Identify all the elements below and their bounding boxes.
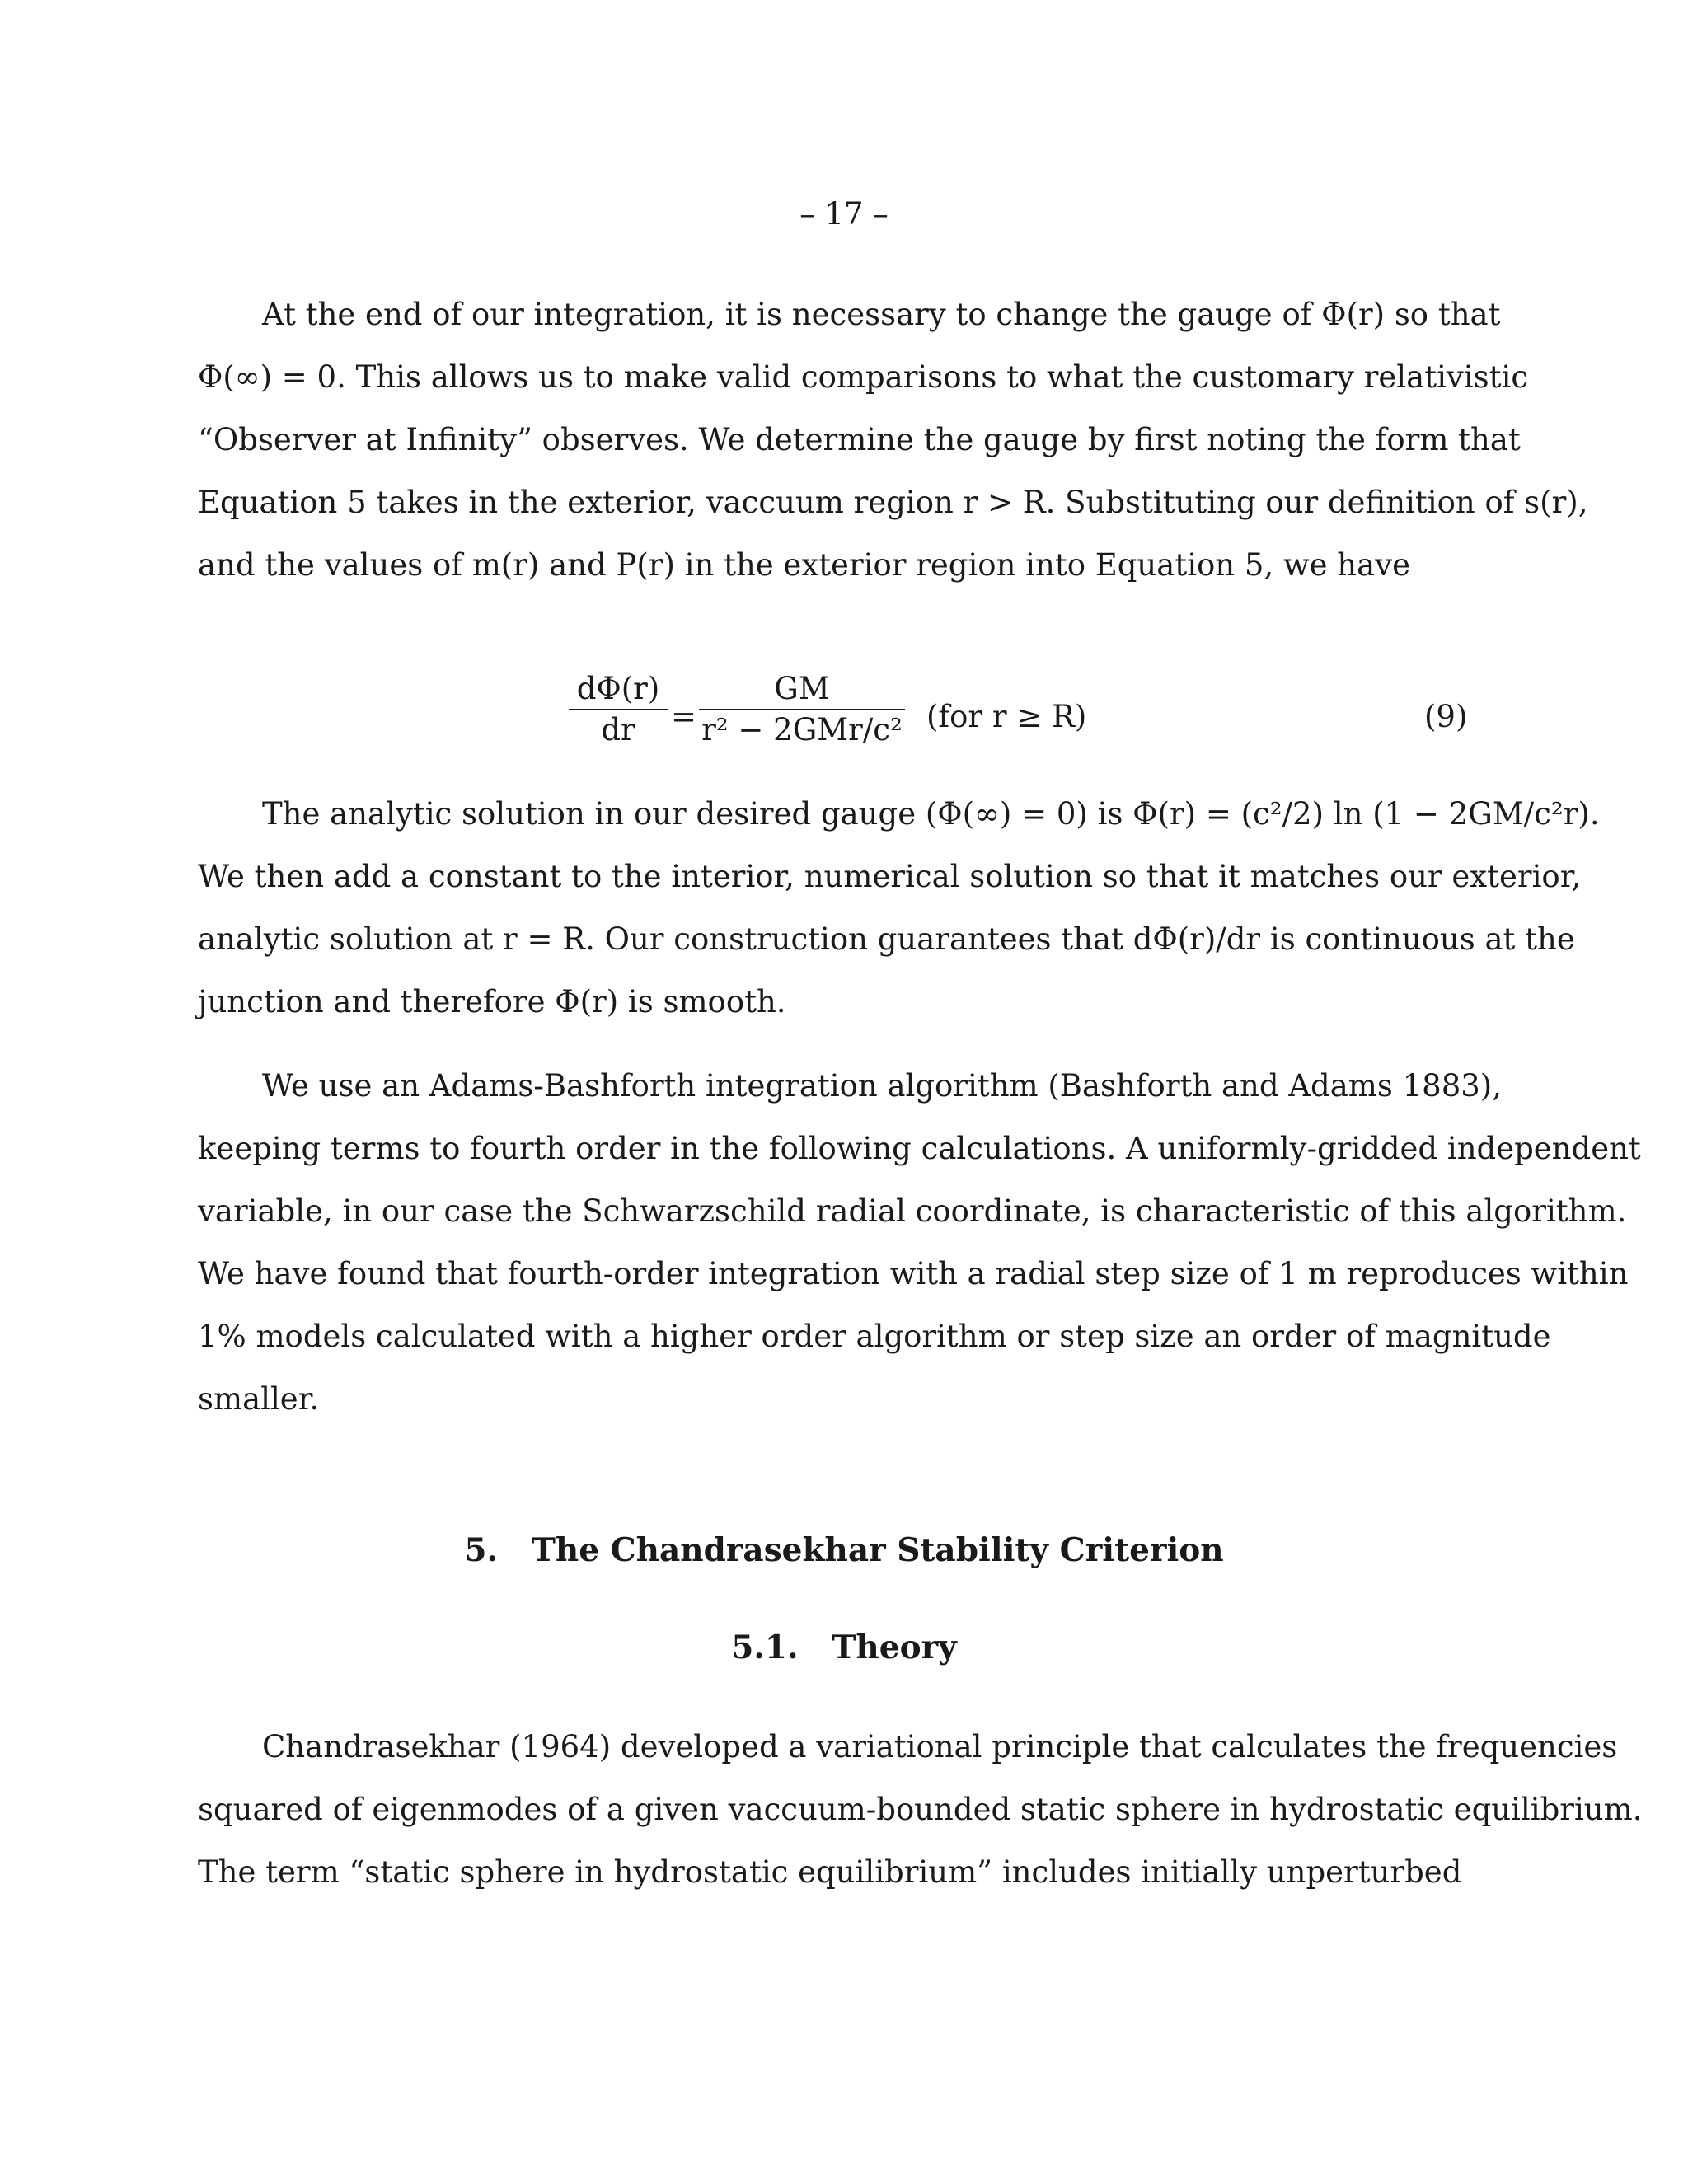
- text-line: variable, in our case the Schwarzschild radial coordinate, is characteristic of this algorithm.: [198, 1193, 1627, 1229]
- equation-condition: (for r ≥ R): [926, 699, 1087, 734]
- rhs-fraction: [699, 669, 905, 750]
- text-line: The term “static sphere in hydrostatic equilibrium” includes initially unperturbed: [198, 1854, 1462, 1890]
- text-line: analytic solution at r = R. Our construction guarantees that dΦ(r)/dr is continuous at the: [198, 921, 1575, 957]
- lhs-denominator: dr: [601, 712, 635, 748]
- text-line: At the end of our integration, it is necessary to change the gauge of Φ(r) so that: [262, 297, 1501, 332]
- subsection-number: 5.1.: [731, 1629, 799, 1666]
- equation-number: (9): [1424, 699, 1468, 734]
- equals-sign: =: [671, 699, 697, 734]
- lhs-numerator: dΦ(r): [576, 671, 660, 706]
- text-line: The analytic solution in our desired gauge (Φ(∞) = 0) is Φ(r) = (c²/2) ln (1 − 2GM/c²r).: [262, 796, 1600, 832]
- text-line: Chandrasekhar (1964) developed a variational principle that calculates the frequencies: [262, 1729, 1618, 1765]
- text-line: “Observer at Infinity” observes. We determine the gauge by first noting the form that: [198, 422, 1521, 457]
- text-line: keeping terms to fourth order in the following calculations. A uniformly-gridded independent: [198, 1131, 1641, 1166]
- text-line: junction and therefore Φ(r) is smooth.: [198, 984, 786, 1019]
- text-line: We use an Adams-Bashforth integration algorithm (Bashforth and Adams 1883),: [262, 1068, 1502, 1104]
- lhs-fraction: [569, 669, 668, 750]
- subsection-heading: [0, 1629, 1688, 1666]
- text-line: squared of eigenmodes of a given vaccuum-bounded static sphere in hydrostatic equilibrium.: [198, 1792, 1643, 1827]
- section-title: The Chandrasekhar Stability Criterion: [531, 1531, 1224, 1569]
- text-line: smaller.: [198, 1381, 320, 1417]
- rhs-denominator: r² − 2GMr/c²: [701, 712, 903, 748]
- section-number: 5.: [464, 1531, 499, 1569]
- section-heading: [0, 1531, 1688, 1569]
- text-line: 1% models calculated with a higher order algorithm or step size an order of magnitude: [198, 1319, 1551, 1354]
- equation-9: [0, 669, 1688, 768]
- rhs-numerator: GM: [774, 671, 830, 706]
- subsection-title: Theory: [832, 1629, 957, 1666]
- text-line: Φ(∞) = 0. This allows us to make valid comparisons to what the customary relativistic: [198, 359, 1529, 395]
- text-line: and the values of m(r) and P(r) in the exterior region into Equation 5, we have: [198, 547, 1410, 583]
- text-line: We have found that fourth-order integration with a radial step size of 1 m reproduces within: [198, 1256, 1629, 1291]
- text-line: Equation 5 takes in the exterior, vaccuum region r > R. Substituting our definition of s(r),: [198, 485, 1588, 520]
- page-number: – 17 –: [799, 196, 889, 232]
- text-line: We then add a constant to the interior, numerical solution so that it matches our exterior,: [198, 859, 1582, 894]
